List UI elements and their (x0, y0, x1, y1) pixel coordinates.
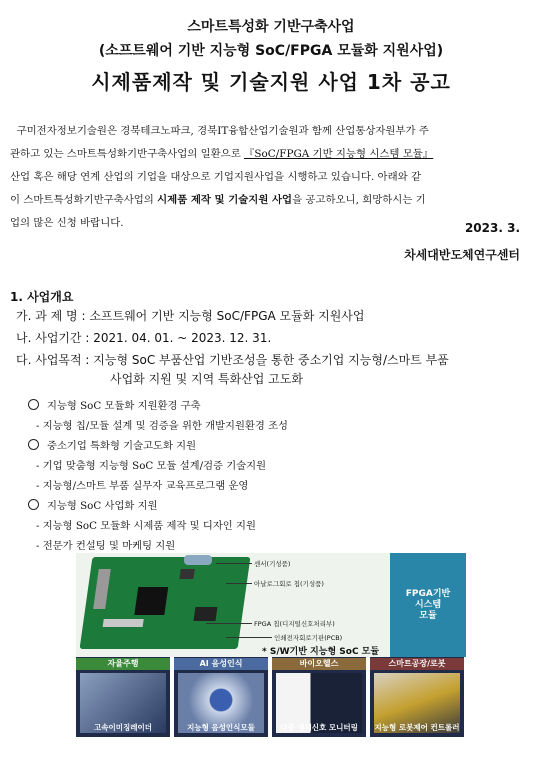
row-key: 다. 사업목적 : (16, 353, 90, 367)
app-caption: 다중 생체신호 모니터링 (280, 723, 358, 732)
circle-bullet-icon (28, 439, 39, 450)
row-value: 소프트웨어 기반 지능형 SoC/FPGA 모듈화 지원사업 (89, 309, 365, 323)
purpose-continuation: 사업화 지원 및 지역 특화산업 고도화 (110, 372, 303, 386)
section-title: 1. 사업개요 (10, 290, 74, 304)
fpga-board-image (80, 557, 251, 649)
intro-line: 산업 혹은 해당 연계 산업의 기업을 대상으로 기업지원사업을 시행하고 있습니다. 아래와 같 (10, 171, 422, 183)
announcement-date: 2023. 3. (464, 221, 520, 235)
header-line2: (소프트웨어 기반 지능형 SoC/FPGA 모듈화 지원사업) (98, 43, 444, 59)
intro-line: 업의 많은 신청 바랍니다. (10, 217, 124, 229)
figure-caption: * S/W기반 지능형 SoC 모듈 (262, 647, 380, 657)
intro-bold: 시제품 제작 및 기술지원 사업 (157, 194, 293, 206)
app-label: 바이오헬스 (272, 658, 366, 670)
app-card (272, 657, 366, 737)
overview-row (16, 329, 271, 346)
app-caption: 지능형 로봇제어 컨트롤러 (374, 723, 460, 732)
row-value: 2021. 04. 01. ~ 2023. 12. 31. (93, 331, 272, 345)
intro-line: 구미전자정보기술원은 경북테크노파크, 경북IT융합산업기술원과 함께 산업통상자원부가 주 (16, 125, 429, 137)
bullet-list (28, 396, 288, 556)
application-images (76, 657, 466, 737)
circle-bullet-icon (28, 499, 39, 510)
app-card (370, 657, 464, 737)
sub-item: - 지능형/스마트 부품 실무자 교육프로그램 운영 (36, 480, 249, 492)
fpga-module-label: FPGA기반 시스템 모듈 (390, 553, 466, 657)
bullet-item: 지능형 SoC 모듈화 지원환경 구축 (28, 396, 288, 416)
intro-line: 을 공고하오니, 희망하시는 기 (292, 194, 426, 206)
header-line1: 스마트특성화 기반구축사업 (187, 19, 355, 35)
intro-line: 관하고 있는 스마트특성화기반구축사업의 일환으로 (10, 148, 245, 160)
app-card (76, 657, 170, 737)
row-key: 가. 과 제 명 : (16, 309, 86, 323)
sub-item: - 지능형 SoC 모듈화 시제품 제작 및 디자인 지원 (36, 520, 256, 532)
intro-line: 이 스마트특성화기반구축사업의 (10, 194, 158, 206)
sub-item: - 지능형 칩/모듈 설계 및 검증을 위한 개발지원환경 조성 (36, 420, 288, 432)
callout-label: 센서(기성품) (254, 560, 291, 568)
row-key: 나. 사업기간 : (16, 331, 90, 345)
app-caption: 지능형 음성인식모듈 (187, 723, 255, 732)
bullet-item: 지능형 SoC 사업화 지원 (28, 496, 288, 516)
organization-name: 차세대반도체연구센터 (404, 248, 520, 262)
soc-module-figure (76, 553, 466, 657)
callout-label: 아날로그회로 칩(기성품) (254, 580, 324, 588)
bullet-item: 중소기업 특화형 기술고도화 지원 (28, 436, 288, 456)
app-label: 스마트공장/로봇 (370, 658, 464, 670)
app-label: 자율주행 (76, 658, 170, 670)
row-value: 지능형 SoC 부품산업 기반조성을 통한 중소기업 지능형/스마트 부품 (93, 353, 449, 367)
overview-row (16, 351, 449, 368)
overview-row (16, 307, 364, 324)
callout-label: 인쇄전자회로기판(PCB) (274, 634, 343, 642)
intro-highlight: 『SoC/FPGA 기반 지능형 시스템 모듈』 (244, 148, 434, 160)
app-label: AI 음성인식 (174, 658, 268, 670)
app-card (174, 657, 268, 737)
sub-item: - 기업 맞춤형 지능형 SoC 모듈 설계/검증 기술지원 (36, 460, 267, 472)
sub-item: - 전문가 컨설팅 및 마케팅 지원 (36, 540, 176, 552)
page-title: 시제품제작 및 기술지원 사업 1차 공고 (91, 70, 451, 94)
callout-label: FPGA 칩(디지털신호처리부) (254, 620, 335, 628)
intro-paragraph (10, 120, 520, 235)
app-caption: 고속이미징레이더 (94, 723, 152, 732)
circle-bullet-icon (28, 399, 39, 410)
